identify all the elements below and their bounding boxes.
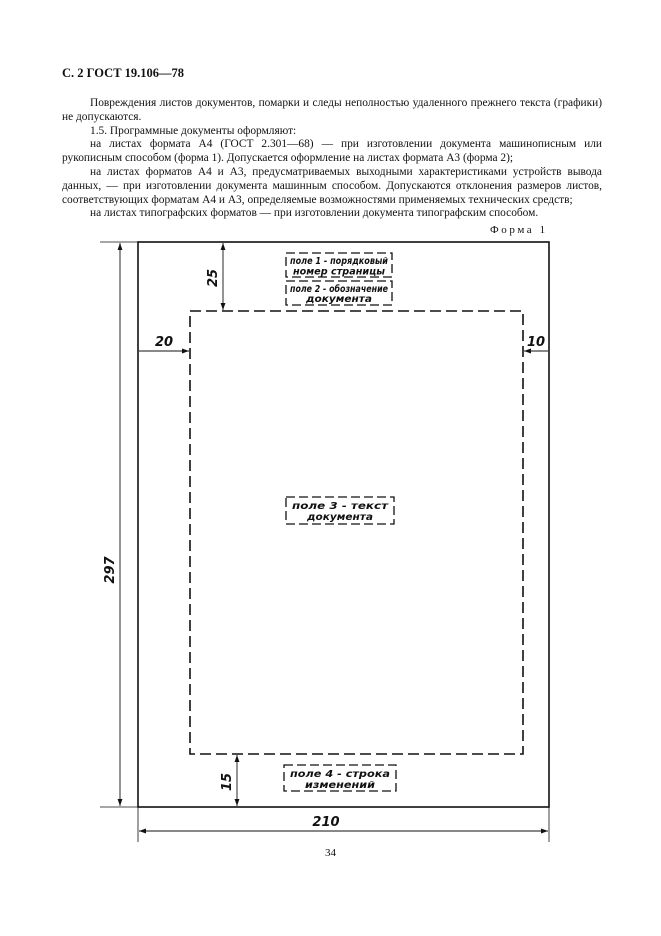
form-label: Форма 1 — [490, 224, 548, 236]
dim-height-value: 297 — [103, 556, 118, 584]
paragraph: на листах форматов А4 и А3, предусматриваемых выходными характеристиками устройств вывода данных, — при изготовлении документа машинным способом. Допускаются отклонения размеров листов, соответствующих форматам А4 и А3, определяемые возможностями применяемых технических средств; — [62, 165, 602, 206]
page-number: 34 — [325, 847, 336, 859]
paragraph: на листах типографских форматов — при изготовлении документа типографским способом. — [90, 207, 539, 220]
dim-bottom-value: 15 — [220, 772, 235, 792]
dim-width-value: 210 — [312, 815, 340, 830]
field-1-line-2: номер страницы — [293, 266, 386, 278]
dim-left-value: 20 — [154, 335, 174, 350]
field-2-line-2: документа — [304, 294, 372, 305]
paragraph: 1.5. Программные документы оформляют: — [90, 124, 297, 137]
text-area-border — [190, 311, 523, 754]
paragraph: Повреждения листов документов, помарки и следы неполностью удаленного прежнего текста (графики) не допускаются. — [62, 97, 602, 123]
field-4-line-1: поле 4 - строка — [290, 769, 391, 780]
field-3-line-1: поле 3 - текст — [292, 501, 390, 512]
field-1-line-1: поле 1 - порядковый — [290, 256, 389, 267]
dim-top-value: 25 — [206, 268, 221, 288]
dim-right-value: 10 — [526, 335, 546, 350]
field-3-line-2: документа — [305, 512, 374, 523]
page-header: С. 2 ГОСТ 19.106—78 — [62, 66, 185, 80]
field-2-line-1: поле 2 - обозначение — [290, 284, 389, 295]
paragraph: на листах формата А4 (ГОСТ 2.301—68) — при изготовлении документа машинописным или рукописным способом (форма 1). Допускается оформление на листах формата А3 (форма 2); — [62, 138, 602, 165]
field-4-line-2: изменений — [305, 780, 375, 791]
